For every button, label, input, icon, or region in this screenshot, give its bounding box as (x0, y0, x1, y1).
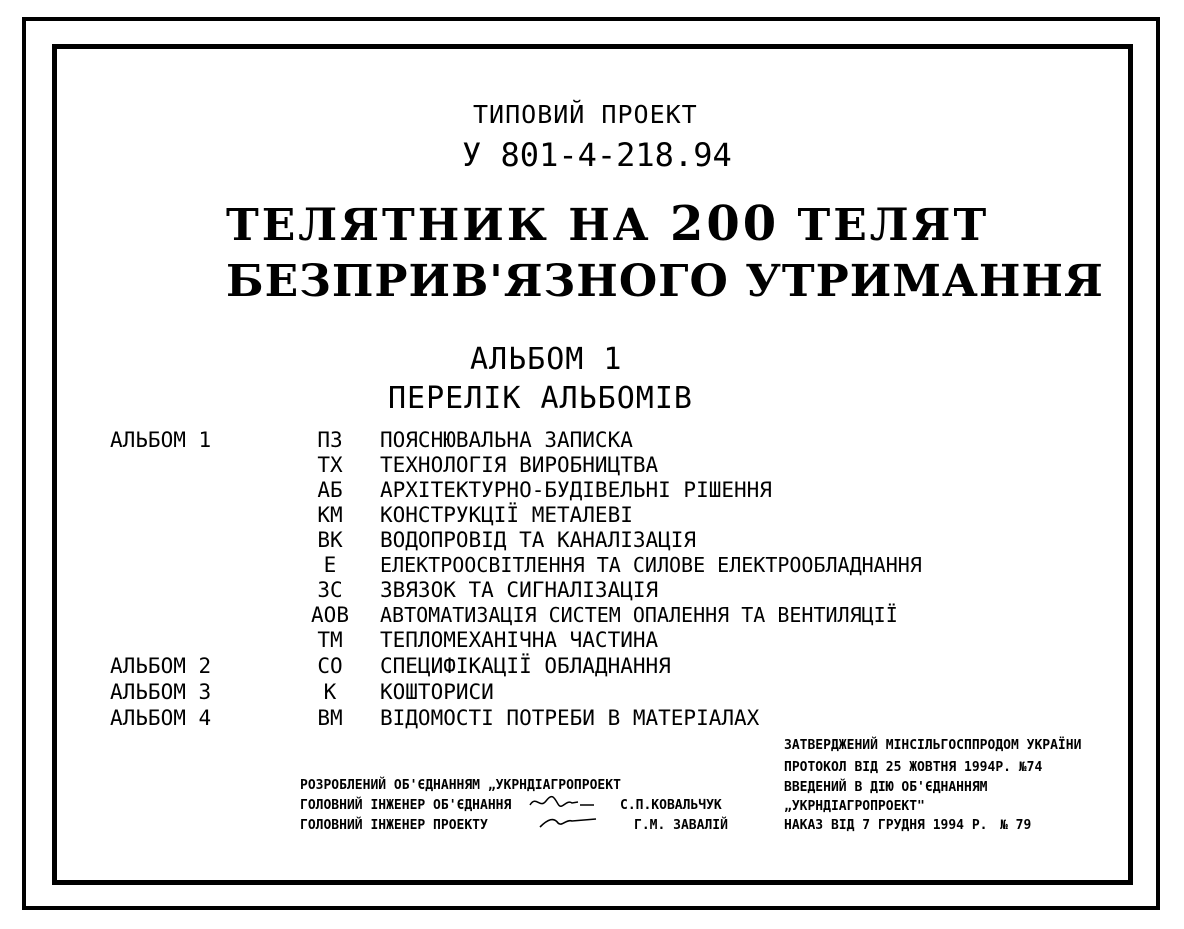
entry-code: ЗС (317, 578, 343, 602)
entry-code: К (323, 680, 337, 704)
chief-engineer-association-name: С.П.КОВАЛЬЧУК (620, 798, 722, 813)
project-code: У 801-4-218.94 (462, 136, 732, 174)
list-item (0, 628, 1184, 653)
title-suffix: ТЕЛЯТ (779, 200, 990, 251)
entry-code: АБ (317, 478, 343, 502)
title-line-2: БЕЗПРИВ'ЯЗНОГО УТРИМАННЯ (226, 256, 1104, 307)
list-item (0, 654, 1184, 679)
list-item (0, 478, 1184, 503)
chief-engineer-project-label: ГОЛОВНИЙ ІНЖЕНЕР ПРОЕКТУ (300, 818, 488, 833)
order-date: НАКАЗ ВІД 7 ГРУДНЯ 1994 Р. (784, 818, 988, 833)
entry-description: КОНСТРУКЦІЇ МЕТАЛЕВІ (380, 503, 633, 527)
entry-code: АОВ (311, 603, 349, 627)
document-type: ТИПОВИЙ ПРОЕКТ (473, 100, 698, 129)
introduced-by: ВВЕДЕНИЙ В ДІЮ ОБ'ЄДНАННЯМ (784, 780, 988, 795)
entry-description: АВТОМАТИЗАЦІЯ СИСТЕМ ОПАЛЕННЯ ТА ВЕНТИЛЯЦІЇ (380, 603, 898, 627)
entry-album: АЛЬБОМ 1 (110, 428, 212, 452)
list-item (0, 680, 1184, 705)
entry-description: СПЕЦИФІКАЦІЇ ОБЛАДНАННЯ (380, 654, 671, 678)
entry-description: КОШТОРИСИ (380, 680, 494, 704)
list-item (0, 603, 1184, 628)
list-item (0, 553, 1184, 578)
chief-engineer-project-name: Г.М. ЗАВАЛІЙ (634, 818, 728, 833)
list-item (0, 706, 1184, 731)
entry-description: ВОДОПРОВІД ТА КАНАЛІЗАЦІЯ (380, 528, 697, 552)
signature-zavaliy (538, 813, 600, 835)
entry-description: ЕЛЕКТРООСВІТЛЕННЯ ТА СИЛОВЕ ЕЛЕКТРООБЛАДНАННЯ (380, 553, 922, 577)
entry-description: ТЕПЛОМЕХАНІЧНА ЧАСТИНА (380, 628, 659, 652)
entry-code: ВК (317, 528, 343, 552)
list-item (0, 453, 1184, 478)
title-line-1 (226, 196, 989, 252)
entry-code: ТХ (317, 453, 343, 477)
list-item (0, 503, 1184, 528)
entry-description: ЗВЯЗОК ТА СИГНАЛІЗАЦІЯ (380, 578, 659, 602)
list-item (0, 528, 1184, 553)
entry-code: ВМ (317, 706, 343, 730)
list-item (0, 428, 1184, 453)
entry-code: ПЗ (317, 428, 343, 452)
title-number: 200 (669, 196, 780, 252)
approval-protocol: ПРОТОКОЛ ВІД 25 ЖОВТНЯ 1994Р. №74 (784, 760, 1043, 775)
entry-description: ПОЯСНЮВАЛЬНА ЗАПИСКА (380, 428, 633, 452)
order-number: № 79 (1000, 818, 1032, 833)
album-heading: АЛЬБОМ 1 (470, 342, 623, 377)
chief-engineer-association-label: ГОЛОВНИЙ ІНЖЕНЕР ОБ'ЄДНАННЯ (300, 798, 512, 813)
entry-album: АЛЬБОМ 4 (110, 706, 212, 730)
developed-by: РОЗРОБЛЕНИЙ ОБ'ЄДНАННЯМ „УКРНДІАГРОПРОЕКТ (300, 778, 621, 793)
entry-description: АРХІТЕКТУРНО-БУДІВЕЛЬНІ РІШЕННЯ (380, 478, 772, 502)
entry-album: АЛЬБОМ 3 (110, 680, 212, 704)
signature-kovalchuk (528, 793, 596, 815)
title-prefix: ТЕЛЯТНИК НА (226, 200, 670, 251)
entry-album: АЛЬБОМ 2 (110, 654, 212, 678)
entry-code: СО (317, 654, 343, 678)
entry-code: КМ (317, 503, 343, 527)
entry-code: ТМ (317, 628, 343, 652)
album-list-heading: ПЕРЕЛІК АЛЬБОМІВ (388, 381, 693, 416)
entry-description: ТЕХНОЛОГІЯ ВИРОБНИЦТВА (380, 453, 659, 477)
introducing-organization: „УКРНДІАГРОПРОЕКТ" (784, 799, 925, 814)
entry-description: ВІДОМОСТІ ПОТРЕБИ В МАТЕРІАЛАХ (380, 706, 760, 730)
list-item (0, 578, 1184, 603)
approval-statement: ЗАТВЕРДЖЕНИЙ МІНСІЛЬГОСППРОДОМ УКРАЇНИ (784, 738, 1082, 753)
entry-code: Е (323, 553, 337, 577)
